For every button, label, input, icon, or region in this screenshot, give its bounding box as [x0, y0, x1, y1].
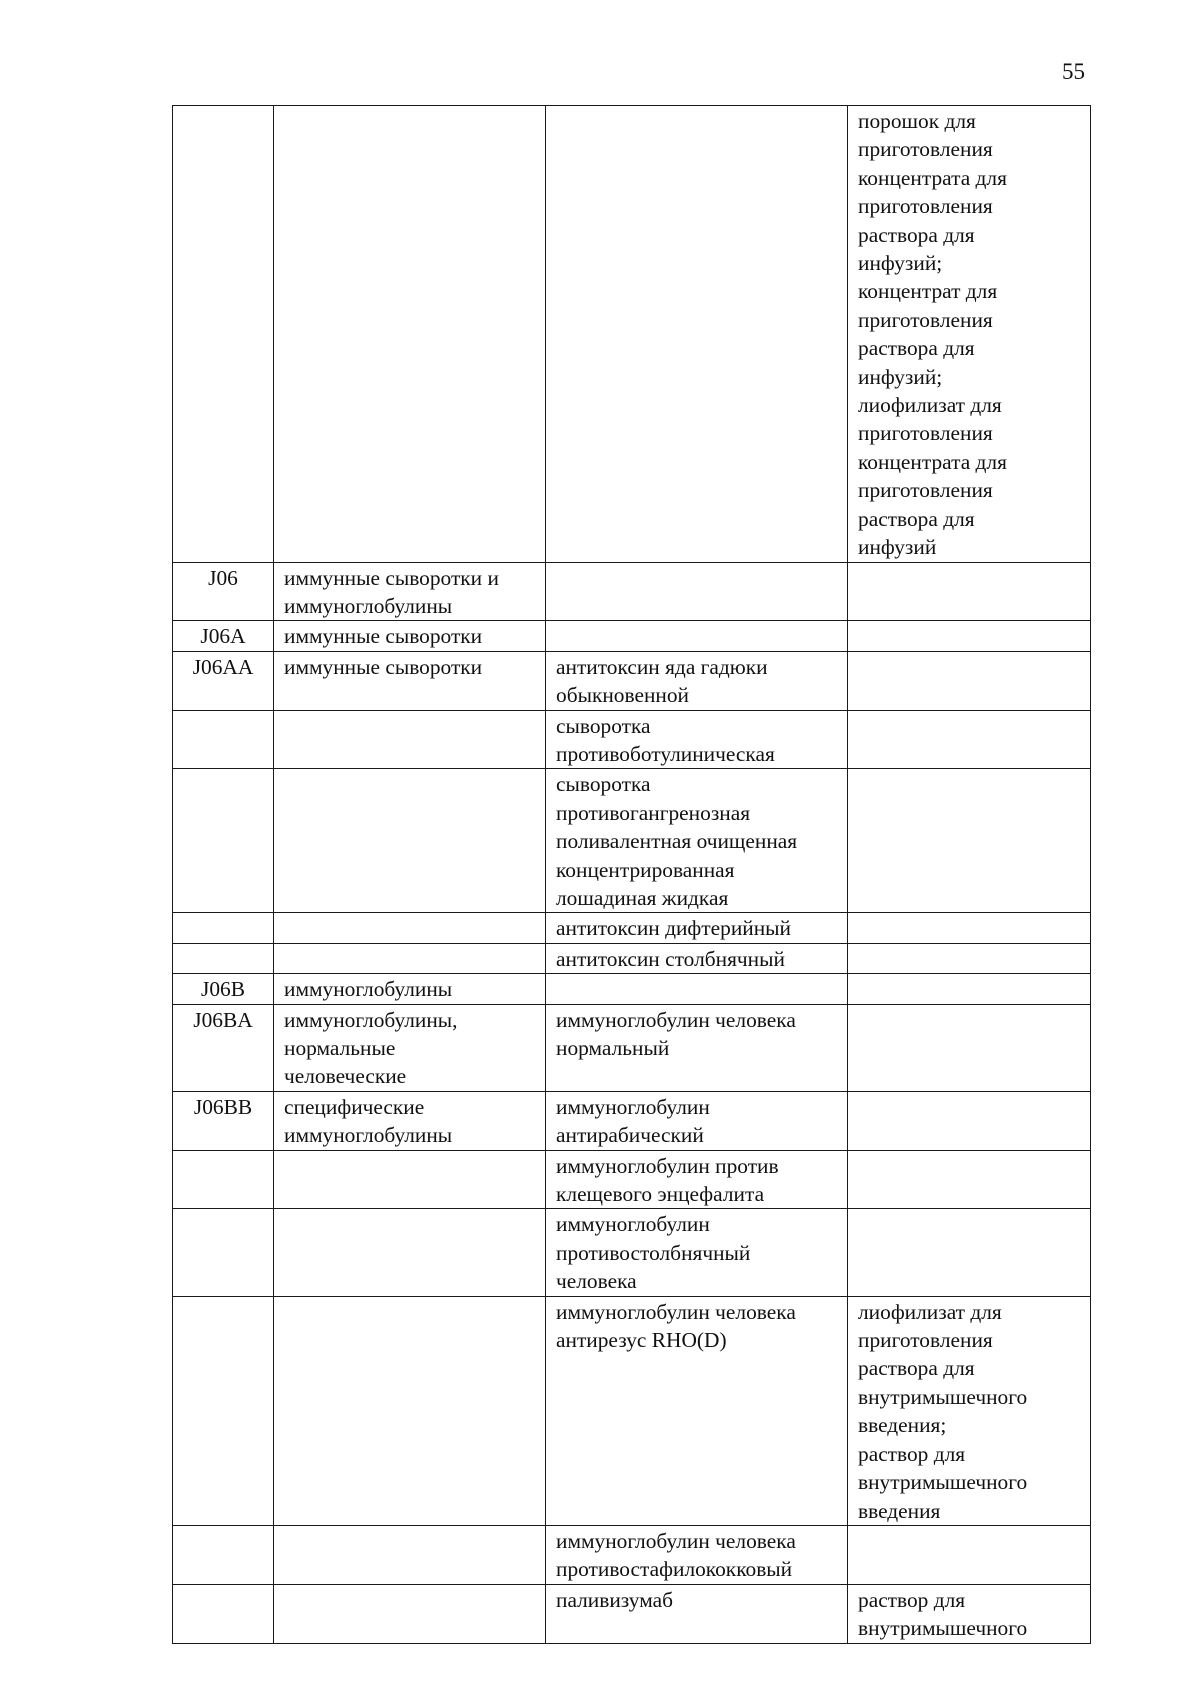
- atc-code: J06: [208, 565, 238, 590]
- substance-cell: [546, 710, 848, 769]
- substance-cell: [546, 913, 848, 943]
- group-cell: [274, 1091, 546, 1150]
- table-row: [173, 651, 1091, 710]
- table-row: [173, 913, 1091, 943]
- dosage-form-cell: [848, 1091, 1091, 1150]
- table-row: [173, 710, 1091, 769]
- substance-name: иммуноглобулин противостолбнячный человека: [556, 1212, 751, 1294]
- dosage-form-cell: [848, 1209, 1091, 1296]
- group-name: иммунные сыворотки: [284, 624, 483, 649]
- table-row: [173, 1004, 1091, 1091]
- dosage-form-cell: [848, 710, 1091, 769]
- dosage-form-cell: [848, 974, 1091, 1004]
- group-cell: [274, 710, 546, 769]
- atc-code-cell: [173, 943, 274, 973]
- atc-code-cell: [173, 913, 274, 943]
- dosage-form: лиофилизат для приготовления раствора для внутримышечного введения; раствор для внутримышечного введения: [858, 1299, 1028, 1523]
- atc-code-cell: [173, 710, 274, 769]
- atc-code-cell: [173, 1296, 274, 1525]
- substance-cell: [546, 943, 848, 973]
- dosage-form-cell: [848, 621, 1091, 651]
- dosage-form: порошок для приготовления концентрата для приготовления раствора для инфузий; концентрат для приготовления раствора для инфузий; лиофилизат для приготовления концентрата для приготовления раствора для инфузий: [858, 109, 1007, 560]
- table-row: [173, 1209, 1091, 1296]
- group-cell: [274, 943, 546, 973]
- group-cell: [274, 621, 546, 651]
- group-cell: [274, 1296, 546, 1525]
- atc-code: J06B: [201, 977, 245, 1002]
- substance-cell: [546, 1525, 848, 1584]
- group-cell: [274, 1584, 546, 1643]
- atc-code-cell: [173, 1584, 274, 1643]
- table-row: [173, 1091, 1091, 1150]
- table-row: [173, 1584, 1091, 1643]
- group-cell: [274, 562, 546, 621]
- group-name: специфические иммуноглобулины: [284, 1094, 453, 1148]
- dosage-form-cell: [848, 1584, 1091, 1643]
- atc-code-cell: [173, 974, 274, 1004]
- table-row: [173, 974, 1091, 1004]
- substance-name: иммуноглобулин человека противостафилококковый: [556, 1528, 796, 1582]
- substance-name: сыворотка противогангренозная поливалентная очищенная концентрированная лошадиная жидкая: [556, 772, 798, 910]
- substance-name: сыворотка противоботулиническая: [556, 713, 775, 766]
- group-cell: [274, 1209, 546, 1296]
- substance-name: иммуноглобулин человека нормальный: [556, 1007, 796, 1060]
- substance-cell: [546, 1296, 848, 1525]
- table-row: [173, 769, 1091, 913]
- atc-code: J06AA: [192, 654, 254, 679]
- drug-classification-table: [172, 105, 1091, 1644]
- dosage-form-cell: [848, 943, 1091, 973]
- substance-cell: [546, 974, 848, 1004]
- table-row: [173, 621, 1091, 651]
- group-name: иммуноглобулины: [284, 977, 453, 1002]
- substance-name: иммуноглобулин человека антирезус RHO(D): [556, 1299, 796, 1353]
- group-cell: [274, 1525, 546, 1584]
- dosage-form-cell: [848, 769, 1091, 913]
- atc-code-cell: [173, 1004, 274, 1091]
- atc-code-cell: [173, 1150, 274, 1209]
- substance-name: антитоксин дифтерийный: [556, 916, 791, 941]
- table-row: [173, 106, 1091, 563]
- substance-name: антитоксин столбнячный: [556, 946, 785, 971]
- substance-cell: [546, 621, 848, 651]
- dosage-form-cell: [848, 1525, 1091, 1584]
- group-cell: [274, 1004, 546, 1091]
- substance-name: иммуноглобулин против клещевого энцефалита: [556, 1153, 779, 1207]
- dosage-form-cell: [848, 562, 1091, 621]
- table-row: [173, 1150, 1091, 1209]
- group-name: иммунные сыворотки: [284, 654, 483, 679]
- group-cell: [274, 651, 546, 710]
- dosage-form-cell: [848, 651, 1091, 710]
- substance-cell: [546, 1091, 848, 1150]
- atc-code-cell: [173, 1091, 274, 1150]
- dosage-form: раствор для внутримышечного: [858, 1587, 1028, 1641]
- atc-code: J06A: [200, 624, 246, 649]
- substance-cell: [546, 1584, 848, 1643]
- atc-code-cell: [173, 621, 274, 651]
- substance-cell: [546, 106, 848, 563]
- atc-code: J06BA: [193, 1007, 253, 1032]
- group-cell: [274, 769, 546, 913]
- dosage-form-cell: [848, 1296, 1091, 1525]
- group-cell: [274, 1150, 546, 1209]
- substance-cell: [546, 562, 848, 621]
- dosage-form-cell: [848, 913, 1091, 943]
- atc-code: J06BB: [193, 1094, 253, 1119]
- table-row: [173, 562, 1091, 621]
- group-cell: [274, 106, 546, 563]
- group-name: иммунные сыворотки и иммуноглобулины: [284, 565, 499, 618]
- substance-name: антитоксин яда гадюки обыкновенной: [556, 654, 768, 708]
- group-cell: [274, 974, 546, 1004]
- table-row: [173, 1296, 1091, 1525]
- substance-cell: [546, 651, 848, 710]
- atc-code-cell: [173, 1209, 274, 1296]
- atc-code-cell: [173, 1525, 274, 1584]
- group-name: иммуноглобулины, нормальные человеческие: [284, 1007, 458, 1089]
- substance-name: иммуноглобулин антирабический: [556, 1094, 710, 1148]
- atc-code-cell: [173, 769, 274, 913]
- group-cell: [274, 913, 546, 943]
- dosage-form-cell: [848, 1004, 1091, 1091]
- atc-code-cell: [173, 651, 274, 710]
- table-row: [173, 943, 1091, 973]
- dosage-form-cell: [848, 106, 1091, 563]
- substance-name: паливизумаб: [556, 1587, 673, 1612]
- substance-cell: [546, 1150, 848, 1209]
- substance-cell: [546, 1004, 848, 1091]
- table-row: [173, 1525, 1091, 1584]
- atc-code-cell: [173, 562, 274, 621]
- substance-cell: [546, 769, 848, 913]
- page-number: 55: [1062, 59, 1085, 84]
- atc-code-cell: [173, 106, 274, 563]
- substance-cell: [546, 1209, 848, 1296]
- dosage-form-cell: [848, 1150, 1091, 1209]
